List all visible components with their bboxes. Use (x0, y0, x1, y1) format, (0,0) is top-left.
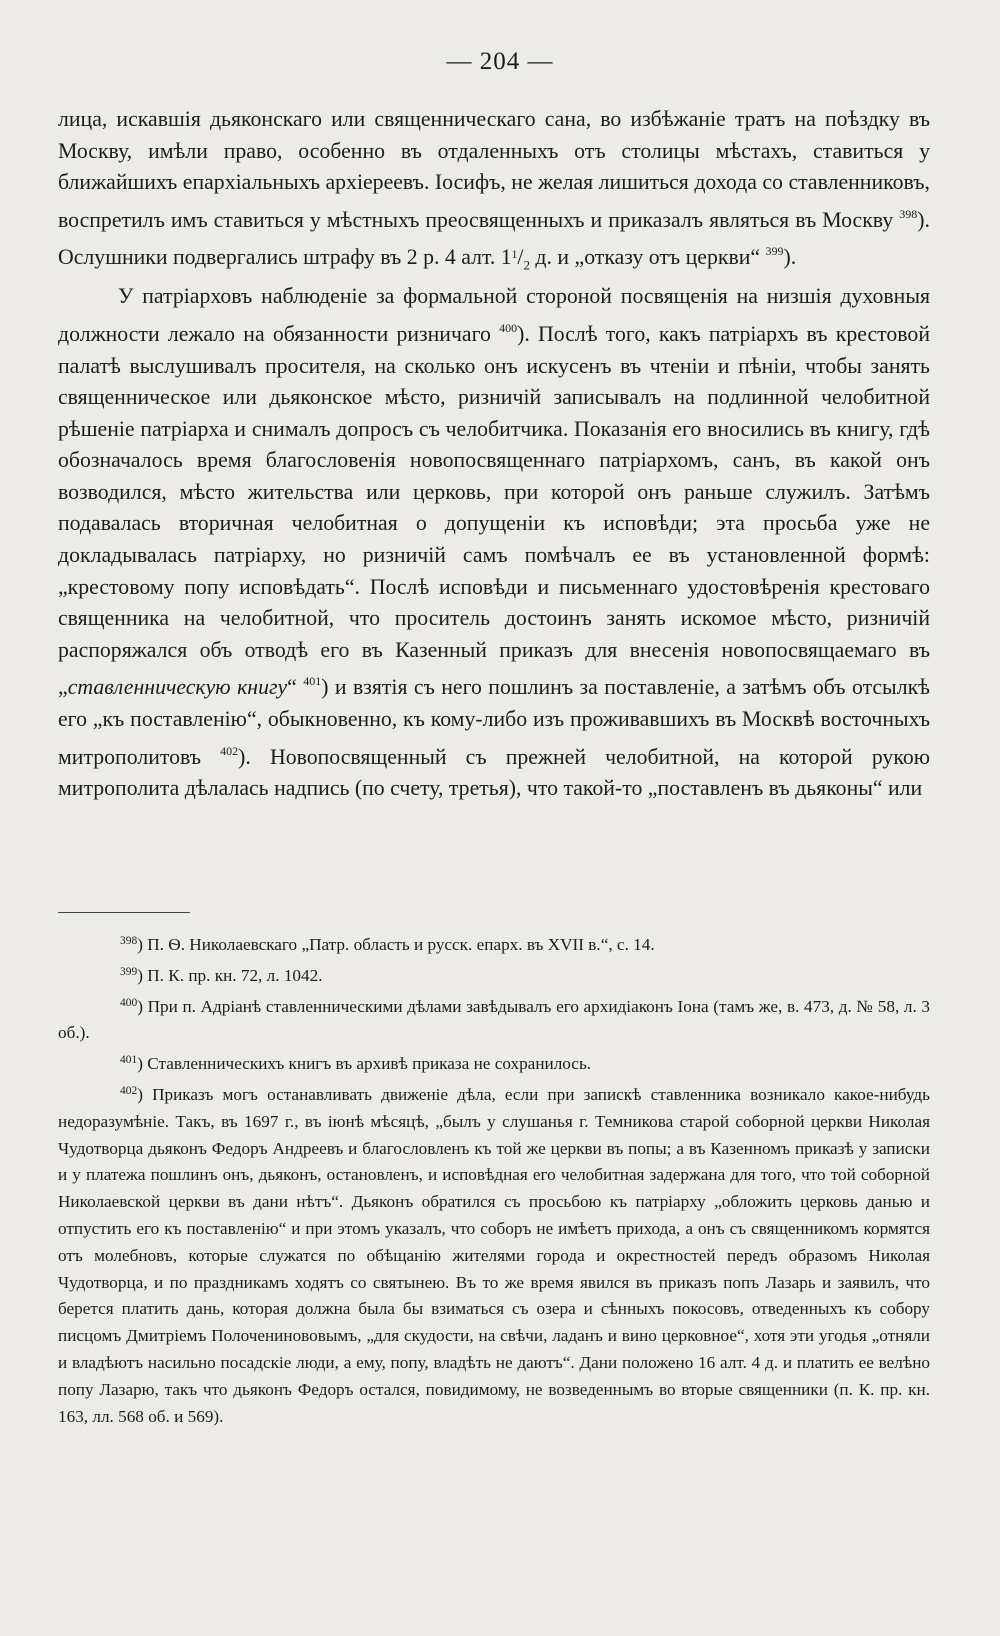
footnotes (58, 928, 930, 1430)
fraction-numerator: 1 (511, 249, 518, 262)
footnote-text: ) П. К. пр. кн. 72, л. 1042. (137, 965, 323, 985)
text-run: У патріарховъ наблюденіе за формальной стороной посвященія на низшія духовныя должности лежало на обязанности ризничаго (58, 284, 930, 346)
text-run: “ (287, 675, 304, 700)
footnote-ref: 399 (765, 244, 784, 259)
main-text (58, 104, 930, 805)
page-number: — 204 — (446, 48, 554, 75)
footnote-number: 398 (120, 935, 138, 947)
text-run: ). Послѣ того, какъ патріархъ въ крестовой палатѣ выслушивалъ просителя, на сколько онъ искусенъ въ чтеніи и пѣніи, чтобы занять священническое или дьяконское мѣсто, ризничій записывалъ на подлинной челобитной рѣшеніе патріарха и снималъ допросъ съ челобитчика. Показанія его вносились въ книгу, гдѣ обозначалось время благословенія новопосвященнаго патріархомъ, санъ, въ какой онъ возводился, мѣсто жительства или церковь, при которой онъ раньше служилъ. Затѣмъ подавалась вторичная челобитная о допущеніи къ исповѣди; эта просьба уже не докладывалась патріарху, но ризничій самъ помѣчалъ ее въ установленной формѣ: „крестовому попу исповѣдать“. Послѣ исповѣди и письменнаго удостовѣренія крестоваго священника на челобитной, что проситель достоинъ занять искомое мѣсто, ризничій распоряжался объ отводѣ его въ Казенный приказъ для внесенія новопосвящаемаго въ „ (58, 321, 930, 700)
footnote-ref: 400 (499, 320, 518, 335)
footnote-401 (58, 1047, 930, 1078)
footnote-text: ) Ставленническихъ книгъ въ архивѣ приказа не сохранилось. (137, 1054, 592, 1074)
footnote-number: 399 (120, 965, 138, 978)
footnote-number: 400 (120, 996, 138, 1009)
text-run: д. и „отказу отъ церкви“ (529, 245, 766, 270)
italic-title: ставленническую книгу (67, 675, 288, 700)
fraction-denominator: 2 (523, 257, 530, 273)
footnote-ref: 401 (303, 674, 322, 689)
footnote-text: ) При п. Адріанѣ ставленническими дѣлами завѣдывалъ его архидіаконъ Іона (тамъ же, в. 473, д. № 58, л. 3 об.). (58, 996, 930, 1043)
text-run: лица, искавшія дьяконскаго или священническаго сана, во избѣжаніе тратъ на поѣздку въ Москву, имѣли право, особенно въ отдаленныхъ отъ столицы мѣстахъ, ставиться у ближайшихъ епархіальныхъ архіереевъ. Іосифъ, не желая лишиться дохода со ставленниковъ, воспретилъ имъ ставиться у мѣстныхъ преосвященныхъ и приказалъ являться въ Москву (58, 107, 930, 232)
paragraph-1: лица, искавшія дьяконскаго или священническаго сана, во избѣжаніе тратъ на поѣздку въ Москву, имѣли право, особенно въ отдаленныхъ отъ столицы мѣстахъ, ставиться у ближайшихъ епархіальныхъ архіереевъ. Іосифъ, не желая лишиться дохода со ставленниковъ, воспретилъ имъ ставиться у мѣстныхъ преосвященныхъ и приказалъ являться въ Москву $^{398}$). Ослушники подвергались штрафу въ 2 р. 4 алт. $1^1/_2$ д. и „отказу отъ церкви“ $^{399}$). (58, 107, 930, 273)
text-run: ). Ослушники подвергались штрафу въ 2 р. 4 алт. 1 (58, 207, 930, 270)
footnote-text: ) Приказъ могъ останавливать движеніе дѣла, если при запискѣ ставленника возникало какое-нибудь недоразумѣніе. Такъ, въ 1697 г., въ іюнѣ мѣсяцѣ, „былъ у слушанья г. Темникова старой соборной церкви Николая Чудотворца дьяконъ Федоръ Андреевъ и благословленъ къ той же церкви въ попы; а въ Казенномъ приказѣ у записки и у платежа пошлинъ онъ, дьяконъ, остановленъ, и исповѣдная его челобитная задержана для того, что той соборной Николаевской церкви въ дани нѣтъ“. Дьяконъ обратился съ просьбою къ патріарху „обложить церковь данью и отпустить его къ поставленію“ и при этомъ указалъ, что соборъ не имѣетъ прихода, а онъ съ священникомъ кормятся отъ молебновъ, которые служатся по обѣщанію жителями города и окрестностей передъ образомъ Николая Чудотворца, и по праздникамъ ходятъ со святынею. Въ то же время явился въ приказъ попъ Лазарь и заявилъ, что берется платить дань, которая должна была бы взиматься съ озера и сѣнныхъ покосовъ, отведенныхъ къ собору писцомъ Дмитріемъ Полоченинововымъ, „для скудости, на свѣчи, ладанъ и вино церковное“, хотя эти угодья „отняли и владѣютъ насильно посадскіе люди, а ему, попу, владѣть не даютъ“. Дани положено 16 алт. 4 д. и платить ее велѣно попу Лазарю, такъ что дьяконъ Федоръ остался, повидимому, не возведеннымъ во вторые священники (п. К. пр. кн. 163, лл. 568 об. и 569). (58, 1084, 930, 1426)
footnote-divider (58, 912, 190, 913)
footnote-400 (58, 990, 930, 1048)
paragraph-2 (58, 281, 930, 805)
footnote-402 (58, 1078, 930, 1430)
footnote-398 (58, 928, 930, 959)
footnote-ref: 398 (899, 206, 918, 221)
footnote-399 (58, 959, 930, 990)
footnote-number: 402 (120, 1084, 138, 1097)
footnote-number: 401 (120, 1054, 138, 1067)
text-run: ). Новопосвященный съ прежней челобитной, на которой рукою митрополита дѣлалась надпись (по счету, третья), что такой-то „поставленъ въ дьяконы“ или (58, 744, 930, 801)
footnote-text: ) П. Ѳ. Николаевскаго „Патр. область и русск. епарх. въ XVII в.“, с. 14. (137, 935, 655, 954)
text-run: ). (783, 245, 797, 270)
footnote-ref: 402 (220, 743, 239, 758)
text-run: ) и взятія съ него пошлинъ за поставленіе, а затѣмъ объ отсылкѣ его „къ поставленію“, обыкновенно, къ кому-либо изъ проживавшихъ въ Москвѣ восточныхъ митрополитовъ (58, 675, 931, 769)
